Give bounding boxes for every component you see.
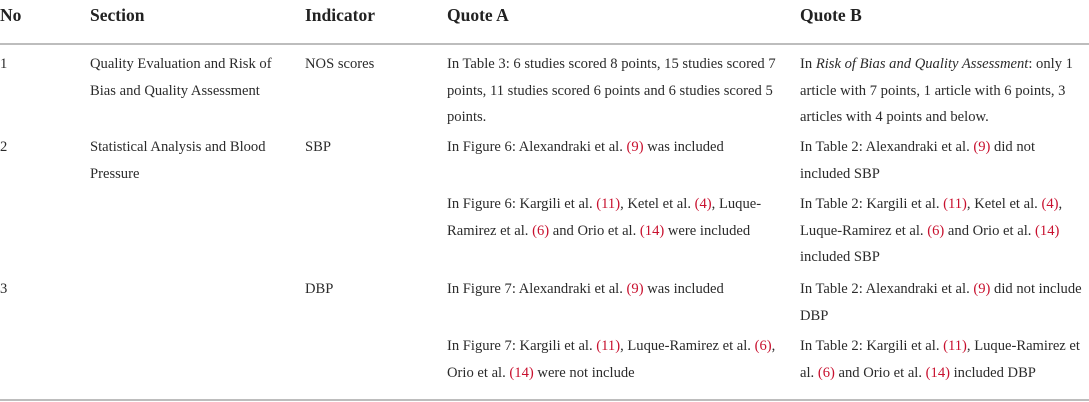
citation-link[interactable]: (4)	[1041, 196, 1059, 212]
row1-quote-b-post: : only 1 article with 7 points, 1 article with 6 points, 3 articles with 4 points and below.	[800, 56, 1073, 125]
citation-link[interactable]: (6)	[927, 222, 945, 239]
row2-quote-a-1	[447, 134, 782, 161]
row3-quote-a-1	[447, 276, 782, 303]
citation-link[interactable]: (11)	[596, 196, 621, 212]
text: In Figure 6: Alexandraki et al.	[447, 139, 627, 155]
citation-link[interactable]: (4)	[694, 196, 712, 212]
text: In Figure 6: Kargili et al.	[447, 196, 597, 212]
citation-link[interactable]: (11)	[943, 338, 967, 354]
text: In Table 2: Alexandraki et al.	[800, 139, 974, 155]
text: , Luque-Ramirez et al.	[620, 338, 755, 354]
text: , Luque-Ramirez et al.	[800, 338, 1080, 381]
row1-section: Quality Evaluation and Risk of Bias and Quality Assessment	[90, 56, 272, 99]
header-indicator: Indicator	[305, 5, 375, 25]
text: In Table 2: Alexandraki et al.	[800, 281, 974, 297]
citation-link[interactable]: (14)	[925, 364, 950, 381]
citation-link[interactable]: (14)	[639, 222, 665, 239]
header-quote-b: Quote B	[800, 5, 862, 25]
header-rule	[0, 43, 1089, 45]
header-quote-a: Quote A	[447, 5, 509, 25]
citation-link[interactable]: (6)	[817, 364, 835, 381]
text: , Orio et al.	[447, 338, 776, 381]
citation-link[interactable]: (6)	[754, 338, 772, 354]
row3-quote-a-2	[447, 333, 782, 386]
row3-indicator: DBP	[305, 281, 334, 297]
row1-quote-b-italic: Risk of Bias and Quality Assessment	[815, 56, 1029, 72]
row2-indicator: SBP	[305, 139, 331, 155]
text: included DBP	[949, 364, 1036, 381]
citation-link[interactable]: (11)	[943, 196, 967, 212]
citation-link[interactable]: (6)	[532, 222, 550, 239]
bottom-rule	[0, 399, 1089, 401]
text: included SBP	[800, 249, 880, 265]
text: did not included SBP	[800, 139, 1035, 182]
text: In Figure 7: Alexandraki et al.	[447, 281, 627, 297]
text: In Table 2: Kargili et al.	[800, 196, 944, 212]
row3-quote-b-1	[800, 276, 1085, 329]
text: , Ketel et al.	[966, 196, 1042, 212]
row3-quote-b-2	[800, 333, 1085, 386]
citation-link[interactable]: (14)	[509, 364, 534, 381]
text: were included	[664, 222, 751, 239]
header-section: Section	[90, 5, 145, 25]
text: did not include DBP	[800, 281, 1082, 324]
row2-quote-a-2	[447, 191, 782, 244]
text: and Orio et al.	[944, 222, 1036, 239]
row2-section: Statistical Analysis and Blood Pressure	[90, 139, 266, 182]
text: and Orio et al.	[834, 364, 926, 381]
citation-link[interactable]: (14)	[1035, 222, 1060, 239]
header-no: No	[0, 5, 22, 25]
row2-no: 2	[0, 139, 8, 155]
citation-link[interactable]: (9)	[626, 139, 644, 155]
row2-quote-b-1	[800, 134, 1085, 187]
row1-indicator: NOS scores	[305, 56, 375, 72]
text: , Ketel et al.	[620, 196, 695, 212]
row2-quote-b-2	[800, 191, 1085, 271]
row1-no: 1	[0, 56, 8, 72]
citation-link[interactable]: (11)	[596, 338, 621, 354]
text: was included	[643, 281, 724, 297]
citation-link[interactable]: (9)	[973, 281, 991, 297]
row1-quote-b-pre: In	[800, 56, 816, 72]
text: was included	[643, 139, 724, 155]
row3-no: 3	[0, 281, 8, 297]
table-header	[0, 0, 1089, 44]
text: and Orio et al.	[549, 222, 640, 239]
text: , Luque-Ramirez et al.	[447, 196, 762, 239]
row1-quote-b	[800, 51, 1085, 131]
citation-link[interactable]: (9)	[973, 139, 991, 155]
row1-quote-a: In Table 3: 6 studies scored 8 points, 15 studies scored 7 points, 11 studies scored 6 points and 6 studies scored 5 points.	[447, 56, 776, 125]
text: , Luque-Ramirez et al.	[800, 196, 1063, 239]
text: In Table 2: Kargili et al.	[800, 338, 944, 354]
text: were not include	[533, 364, 635, 381]
text: In Figure 7: Kargili et al.	[447, 338, 597, 354]
citation-link[interactable]: (9)	[626, 281, 644, 297]
